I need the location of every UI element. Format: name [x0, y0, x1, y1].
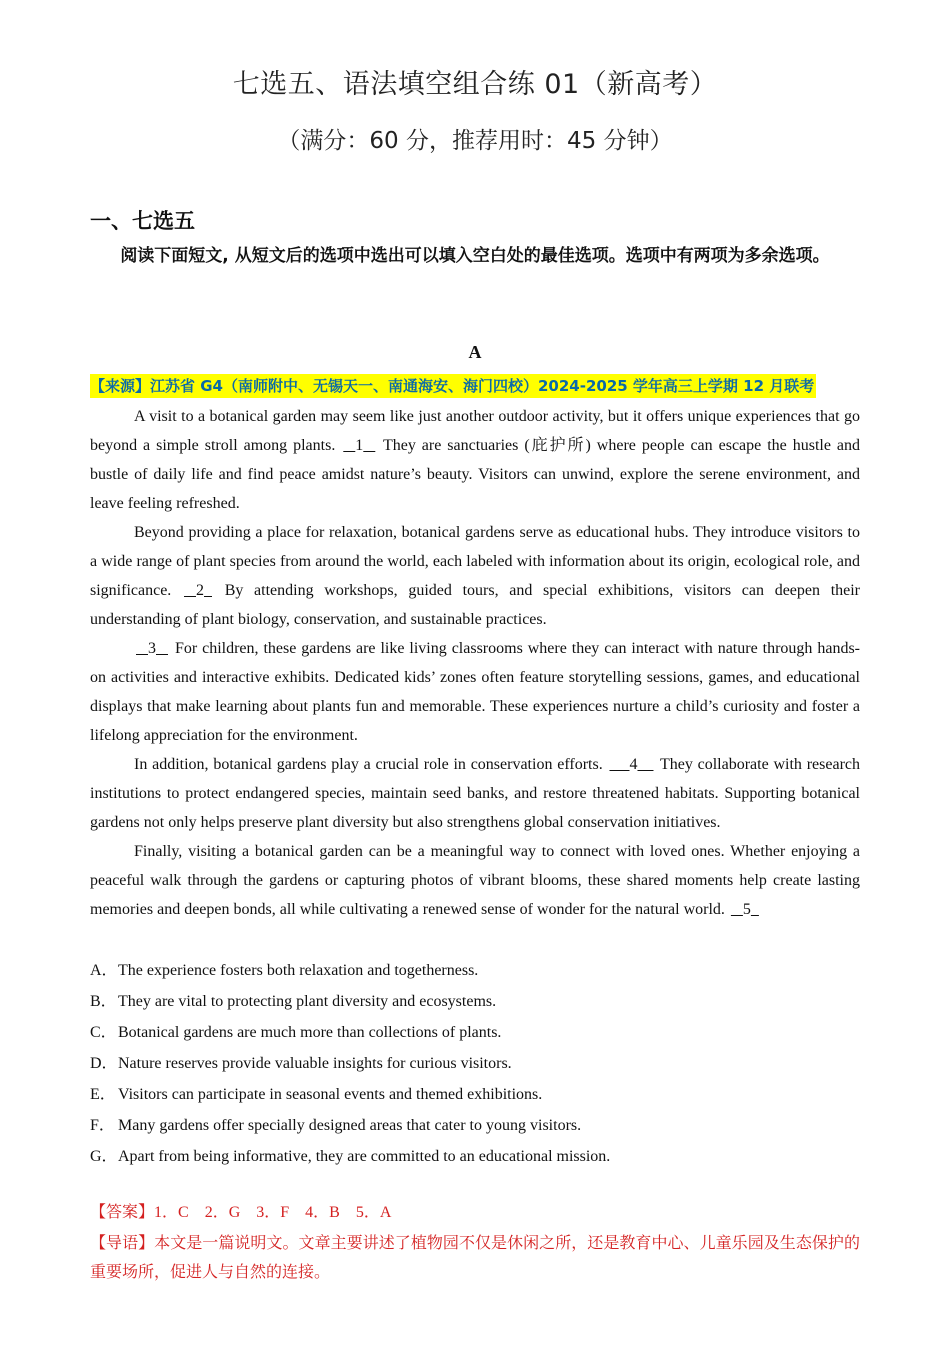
paragraph [90, 750, 860, 837]
option-text: The experience fosters both relaxation and togetherness. [118, 962, 479, 979]
option-g [90, 1141, 860, 1172]
options-list [90, 955, 860, 1172]
blank-number: 2 [196, 582, 204, 599]
option-text: They are vital to protecting plant diversity and ecosystems. [118, 993, 497, 1010]
paragraph [90, 402, 860, 518]
section-heading: 一、七选五 [90, 209, 195, 233]
paragraph-text-before: In addition, botanical gardens play a crucial role in conservation efforts. [134, 756, 608, 773]
option-text: Apart from being informative, they are committed to an educational mission. [118, 1148, 611, 1165]
guide-text [90, 1229, 860, 1287]
guide-label: 【导语】 [90, 1235, 155, 1252]
page-title: 七选五、语法填空组合练 01（新高考） [232, 69, 718, 100]
blank-4 [607, 750, 655, 779]
paragraph [90, 634, 860, 750]
answer-line [90, 1198, 860, 1227]
instructions: 阅读下面短文, 从短文后的选项中选出可以填入空白处的最佳选项。选项中有两项为多余选项。 [120, 246, 830, 266]
option-f [90, 1110, 860, 1141]
blank-number: 5 [742, 901, 751, 918]
option-b [90, 986, 860, 1017]
paragraph-text-after: For children, these gardens are like living classrooms where they can interact with nature through hands-on activities and interactive exhibits. Dedicated kids’ zones often feature storytelling sessions, games, and educational displays that make learning about plants fun and memorable. These experiences nurture a child’s curiosity and foster a lifelong appreciation for the environment. [90, 640, 860, 744]
option-text: Visitors can participate in seasonal events and themed exhibitions. [118, 1086, 543, 1103]
option-letter: F． [90, 1117, 115, 1134]
option-text: Many gardens offer specially designed areas that cater to young visitors. [118, 1117, 582, 1134]
paragraph [90, 518, 860, 634]
option-letter: E． [90, 1086, 116, 1103]
paragraph-text-before: Finally, visiting a botanical garden can be a meaningful way to connect with loved ones. Whether enjoying a peaceful walk through the gardens or capturing photos of vibrant blooms, these shared moments help create lasting memories and deepen bonds, all while cultivating a renewed sense of wonder for the natural world. [90, 843, 860, 918]
paragraph-text-before: Beyond providing a place for relaxation, botanical gardens serve as educational hubs. They introduce visitors to a wide range of plant species from around the world, each labeled with information about its origin, ecological role, and significance. [90, 524, 860, 599]
option-e [90, 1079, 860, 1110]
option-a [90, 955, 860, 986]
blank-number: 1 [355, 437, 364, 454]
answer-text: 1．C 2．G 3．F 4．B 5．A [154, 1204, 392, 1221]
option-letter: G． [90, 1148, 118, 1165]
blank-1 [341, 431, 377, 460]
guide-body: 本文是一篇说明文。文章主要讲述了植物园不仅是休闲之所，还是教育中心、儿童乐园及生态保护的重要场所，促进人与自然的连接。 [90, 1235, 860, 1281]
blank-number: 3 [148, 640, 156, 657]
option-letter: D． [90, 1055, 118, 1072]
blank-3 [134, 634, 170, 663]
answer-label: 【答案】 [90, 1204, 155, 1221]
source-line: 【来源】江苏省 G4（南师附中、无锡天一、南通海安、海门四校）2024-2025 学年高三上学期 12 月联考 [90, 374, 816, 398]
option-d [90, 1048, 860, 1079]
paragraph-text-after: By attending workshops, guided tours, and special exhibitions, visitors can deepen their understanding of plant biology, conservation, and sustainable practices. [90, 582, 861, 628]
paragraph-text-after: They collaborate with research institutions to protect endangered species, maintain seed banks, and restore threatened habitats. Supporting botanical gardens not only helps preserve plant diversity but also strengthens global conservation initiatives. [90, 756, 861, 831]
option-letter: B． [90, 993, 117, 1010]
option-letter: A． [90, 962, 118, 979]
paragraph-text-before: A visit to a botanical garden may seem like just another outdoor activity, but it offers unique experiences that go beyond a simple stroll among plants. [90, 408, 860, 454]
option-text: Botanical gardens are much more than collections of plants. [118, 1024, 502, 1041]
passage [90, 402, 860, 924]
page-subtitle: （满分：60 分，推荐用时：45 分钟） [277, 128, 673, 154]
paragraph-text-after: They are sanctuaries (庇护所) where people can escape the hustle and bustle of daily life and find peace amidst nature’s beauty. Visitors can unwind, explore the serene environment, and leave feeling refreshed. [90, 437, 860, 512]
option-c [90, 1017, 860, 1048]
blank-5 [729, 895, 761, 924]
option-letter: C． [90, 1024, 117, 1041]
blank-number: 4 [629, 756, 638, 773]
option-text: Nature reserves provide valuable insights for curious visitors. [118, 1055, 512, 1072]
passage-label: A [468, 342, 482, 362]
blank-2 [182, 576, 214, 605]
paragraph [90, 837, 860, 924]
